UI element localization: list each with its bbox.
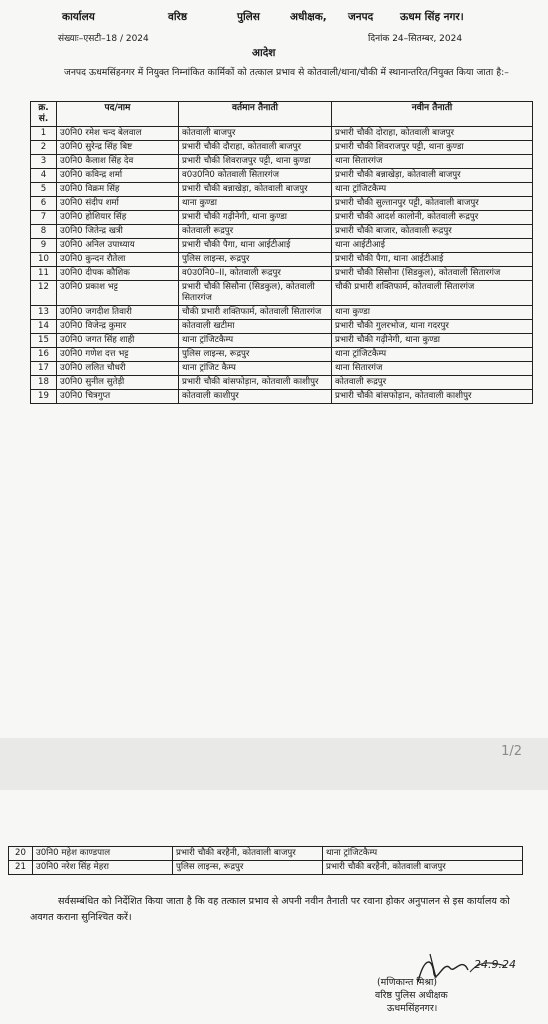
cell-current-posting: प्रभारी चौकी बन्नाखेड़ा, कोतवाली बाजपुर bbox=[179, 183, 332, 197]
cell-serial: 4 bbox=[31, 169, 57, 183]
cell-current-posting: कोतवाली बाजपुर bbox=[179, 127, 332, 141]
cell-serial: 15 bbox=[31, 334, 57, 348]
table-row bbox=[31, 362, 533, 376]
cell-new-posting: प्रभारी चौकी बरहैनी, कोतवाली बाजपुर bbox=[323, 861, 523, 875]
cell-name: उ0नि0 जगत सिंह शाही bbox=[57, 334, 179, 348]
column-header-current-posting: वर्तमान तैनाती bbox=[179, 102, 332, 127]
cell-name: उ0नि0 महेश काण्डपाल bbox=[33, 847, 173, 861]
cell-current-posting: प्रभारी चौकी गढ़ीनेगी, थाना कुण्डा bbox=[179, 211, 332, 225]
column-header-serial: क्र. सं. bbox=[31, 102, 57, 127]
cell-name: उ0नि0 सुनील सुतेड़ी bbox=[57, 376, 179, 390]
cell-new-posting: प्रभारी चौकी बाजार, कोतवाली रूद्रपुर bbox=[332, 225, 533, 239]
table-row bbox=[31, 183, 533, 197]
cell-new-posting: थाना ट्रांजिटकैम्प bbox=[323, 847, 523, 861]
cell-serial: 3 bbox=[31, 155, 57, 169]
header-department: पुलिस bbox=[237, 11, 260, 23]
cell-current-posting: थाना ट्रांजिट कैम्प bbox=[179, 362, 332, 376]
table-row bbox=[31, 169, 533, 183]
cell-new-posting: प्रभारी चौकी बांसफोड़ान, कोतवाली काशीपुर bbox=[332, 390, 533, 404]
table-row bbox=[31, 155, 533, 169]
table-row bbox=[31, 306, 533, 320]
cell-current-posting: पुलिस लाइन्स, रूद्रपुर bbox=[173, 861, 323, 875]
cell-name: उ0नि0 नरेश सिंह मेहरा bbox=[33, 861, 173, 875]
cell-name: उ0नि0 कुन्दन रौतेला bbox=[57, 253, 179, 267]
cell-new-posting: प्रभारी चौकी शिवराजपुर पट्टी, थाना कुण्डा bbox=[332, 141, 533, 155]
cell-new-posting: प्रभारी चौकी गढ़ीनेगी, थाना कुण्डा bbox=[332, 334, 533, 348]
cell-new-posting: प्रभारी चौकी दोराहा, कोतवाली बाजपुर bbox=[332, 127, 533, 141]
order-title: आदेश bbox=[252, 47, 276, 59]
cell-new-posting: प्रभारी चौकी सिसौना (सिडकुल), कोतवाली सितारगंज bbox=[332, 267, 533, 281]
cell-current-posting: प्रभारी चौकी सिसौना (सिडकुल), कोतवाली सितारगंज bbox=[179, 281, 332, 306]
cell-current-posting: पुलिस लाइन्स, रूद्रपुर bbox=[179, 348, 332, 362]
closing-instruction: सर्वसम्बंधित को निर्देशित किया जाता है कि वह तत्काल प्रभाव से अपनी नवीन तैनाती पर रवाना होकर अनुपालन से इस कार्यालय को अवगत कराना सुनिश्चित करें। bbox=[30, 896, 510, 923]
cell-serial: 7 bbox=[31, 211, 57, 225]
signatory-district: ऊधमसिंहनगर। bbox=[387, 1003, 438, 1014]
cell-current-posting: कोतवाली खटीमा bbox=[179, 320, 332, 334]
page-separator bbox=[0, 738, 548, 790]
cell-name: उ0नि0 होशियार सिंह bbox=[57, 211, 179, 225]
table-row bbox=[31, 141, 533, 155]
table-row bbox=[31, 376, 533, 390]
cell-serial: 12 bbox=[31, 281, 57, 306]
page-indicator: 1/2 bbox=[501, 744, 522, 759]
header-designation: वरिष्ठ bbox=[168, 11, 188, 23]
document-page-2 bbox=[0, 790, 548, 1024]
cell-current-posting: थाना ट्रांजिटकैम्प bbox=[179, 334, 332, 348]
cell-new-posting: थाना कुण्डा bbox=[332, 306, 533, 320]
cell-name: उ0नि0 अनिल उपाध्याय bbox=[57, 239, 179, 253]
intro-paragraph: जनपद ऊधमसिंहनगर में नियुक्त निम्नांकित कार्मिकों को तत्काल प्रभाव से कोतवाली/थाना/चौकी में स्थानान्तरित/नियुक्त किया जाता है:– bbox=[64, 67, 509, 78]
cell-name: उ0नि0 चित्रगुप्त bbox=[57, 390, 179, 404]
cell-current-posting: पुलिस लाइन्स, रूद्रपुर bbox=[179, 253, 332, 267]
cell-current-posting: कोतवाली रूद्रपुर bbox=[179, 225, 332, 239]
table-row bbox=[31, 348, 533, 362]
table-row bbox=[31, 225, 533, 239]
header-office: कार्यालय bbox=[62, 11, 95, 23]
table-row bbox=[31, 267, 533, 281]
reference-number: संख्याः–एसटी–18 / 2024 bbox=[58, 34, 149, 44]
cell-current-posting: प्रभारी चौकी बांसफोड़ान, कोतवाली काशीपुर bbox=[179, 376, 332, 390]
cell-current-posting: चौकी प्रभारी शक्तिफार्म, कोतवाली सितारगंज bbox=[179, 306, 332, 320]
cell-serial: 21 bbox=[9, 861, 33, 875]
cell-new-posting: थाना ट्रांजिटकैम्प bbox=[332, 183, 533, 197]
cell-current-posting: कोतवाली काशीपुर bbox=[179, 390, 332, 404]
cell-serial: 5 bbox=[31, 183, 57, 197]
table-header-row bbox=[31, 102, 533, 127]
cell-new-posting: थाना ट्रांजिटकैम्प bbox=[332, 348, 533, 362]
table-row bbox=[31, 197, 533, 211]
table-row bbox=[31, 320, 533, 334]
cell-serial: 17 bbox=[31, 362, 57, 376]
signature-date: 24.9.24 bbox=[474, 958, 516, 971]
cell-current-posting: प्रभारी चौकी शिवराजपुर पट्टी, थाना कुण्डा bbox=[179, 155, 332, 169]
table-row bbox=[31, 334, 533, 348]
cell-current-posting: प्रभारी चौकी बरहैनी, कोतवाली बाजपुर bbox=[173, 847, 323, 861]
cell-current-posting: प्रभारी चौकी पैगा, थाना आईटीआई bbox=[179, 239, 332, 253]
table-row bbox=[31, 127, 533, 141]
transfer-table-continued bbox=[8, 846, 523, 875]
table-row bbox=[9, 861, 523, 875]
transfer-table bbox=[30, 101, 533, 404]
cell-serial: 10 bbox=[31, 253, 57, 267]
table-row bbox=[31, 281, 533, 306]
table-row bbox=[9, 847, 523, 861]
cell-name: उ0नि0 जगदीश तिवारी bbox=[57, 306, 179, 320]
cell-name: उ0नि0 कैलाश सिंह देव bbox=[57, 155, 179, 169]
cell-new-posting: प्रभारी चौकी गुलरभोज, थाना गदरपुर bbox=[332, 320, 533, 334]
cell-serial: 16 bbox=[31, 348, 57, 362]
cell-new-posting: प्रभारी चौकी आदर्श कालोनी, कोतवाली रूद्रपुर bbox=[332, 211, 533, 225]
cell-new-posting: कोतवाली रूद्रपुर bbox=[332, 376, 533, 390]
header-district-label: जनपद bbox=[348, 11, 374, 23]
cell-name: उ0नि0 दीपक कौशिक bbox=[57, 267, 179, 281]
cell-serial: 13 bbox=[31, 306, 57, 320]
cell-name: उ0नि0 विजेन्द्र कुमार bbox=[57, 320, 179, 334]
cell-current-posting: व0उ0नि0 कोतवाली सितारगंज bbox=[179, 169, 332, 183]
column-header-new-posting: नवीन तैनाती bbox=[332, 102, 533, 127]
header-district-name: ऊधम सिंह नगर। bbox=[400, 11, 464, 23]
cell-new-posting: प्रभारी चौकी बन्नाखेड़ा, कोतवाली बाजपुर bbox=[332, 169, 533, 183]
cell-name: उ0नि0 प्रकाश भट्ट bbox=[57, 281, 179, 306]
cell-name: उ0नि0 विक्रम सिंह bbox=[57, 183, 179, 197]
cell-serial: 20 bbox=[9, 847, 33, 861]
cell-new-posting: थाना सितारगंज bbox=[332, 362, 533, 376]
table-row bbox=[31, 253, 533, 267]
cell-serial: 18 bbox=[31, 376, 57, 390]
cell-current-posting: थाना कुण्डा bbox=[179, 197, 332, 211]
cell-serial: 11 bbox=[31, 267, 57, 281]
cell-serial: 1 bbox=[31, 127, 57, 141]
cell-new-posting: प्रभारी चौकी पैगा, थाना आईटीआई bbox=[332, 253, 533, 267]
table-row bbox=[31, 211, 533, 225]
cell-serial: 9 bbox=[31, 239, 57, 253]
cell-name: उ0नि0 ललित चौधरी bbox=[57, 362, 179, 376]
cell-serial: 14 bbox=[31, 320, 57, 334]
cell-serial: 19 bbox=[31, 390, 57, 404]
column-header-name: पद/नाम bbox=[57, 102, 179, 127]
cell-name: उ0नि0 गणेश दत्त भट्ट bbox=[57, 348, 179, 362]
cell-new-posting: चौकी प्रभारी शक्तिफार्म, कोतवाली सितारगंज bbox=[332, 281, 533, 306]
cell-new-posting: थाना आईटीआई bbox=[332, 239, 533, 253]
cell-name: उ0नि0 संदीप शर्मा bbox=[57, 197, 179, 211]
cell-serial: 6 bbox=[31, 197, 57, 211]
signatory-name: (मणिकान्त मिश्रा) bbox=[377, 977, 438, 988]
cell-current-posting: व0उ0नि0–II, कोतवाली रूद्रपुर bbox=[179, 267, 332, 281]
cell-name: उ0नि0 रमेश चन्द बेलवाल bbox=[57, 127, 179, 141]
cell-name: उ0नि0 जितेन्द्र खत्री bbox=[57, 225, 179, 239]
table-row bbox=[31, 239, 533, 253]
cell-new-posting: प्रभारी चौकी सुल्तानपुर पट्टी, कोतवाली बाजपुर bbox=[332, 197, 533, 211]
cell-name: उ0नि0 कविन्द्र शर्मा bbox=[57, 169, 179, 183]
cell-name: उ0नि0 सुरेन्द्र सिंह बिष्ट bbox=[57, 141, 179, 155]
cell-current-posting: प्रभारी चौकी दौराहा, कोतवाली बाजपुर bbox=[179, 141, 332, 155]
cell-new-posting: थाना सितारगंज bbox=[332, 155, 533, 169]
table-row bbox=[31, 390, 533, 404]
cell-serial: 2 bbox=[31, 141, 57, 155]
order-date: दिनांक 24–सितम्बर, 2024 bbox=[368, 34, 463, 44]
signatory-designation: वरिष्ठ पुलिस अधीक्षक bbox=[375, 990, 448, 1001]
cell-serial: 8 bbox=[31, 225, 57, 239]
header-officer: अधीक्षक, bbox=[290, 11, 327, 23]
